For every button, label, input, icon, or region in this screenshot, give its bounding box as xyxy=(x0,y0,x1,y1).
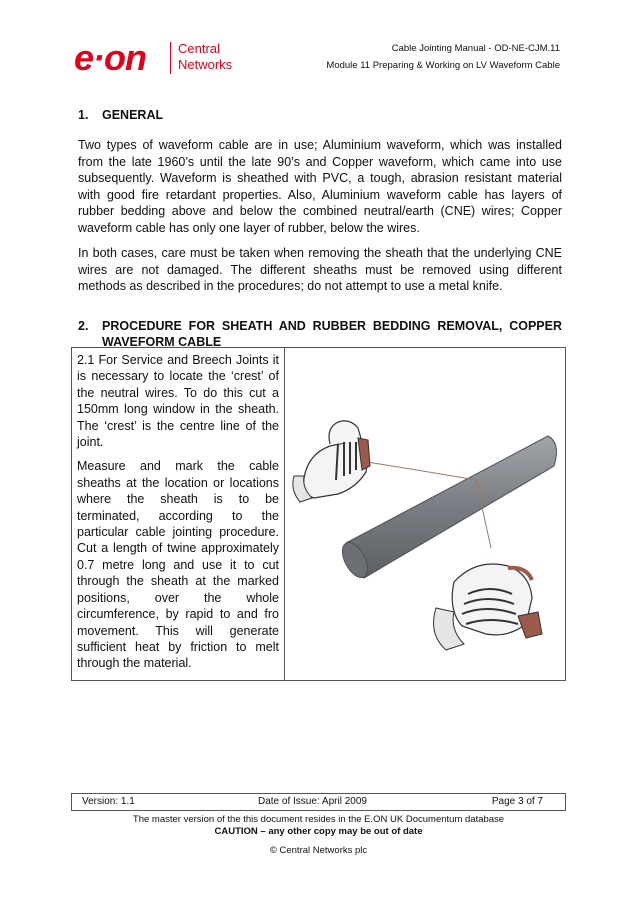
lower-gloved-hand-icon xyxy=(434,564,542,650)
upper-gloved-hand-icon xyxy=(293,421,370,502)
twine-cutting-illustration xyxy=(286,398,562,668)
footer-date-of-issue: Date of Issue: April 2009 xyxy=(258,796,367,807)
eon-central-networks-logo xyxy=(74,38,244,78)
module-title: Module 11 Preparing & Working on LV Waveform Cable xyxy=(326,60,560,71)
section-2-heading xyxy=(78,318,562,350)
section-1-heading xyxy=(78,108,163,122)
step-2-1-paragraph: 2.1 For Service and Breech Joints it is necessary to locate the ‘crest’ of the neutral wires. To do this cut a 150mm long window in the sheath. The ‘crest’ is the centre line of the joint. xyxy=(77,353,279,450)
logo-line-1: Central xyxy=(178,41,220,56)
section-2-number: 2. xyxy=(78,319,89,333)
footer-version: Version: 1.1 xyxy=(82,796,135,807)
footer-note-text: The master version of the this document resides in the E.ON UK Documentum database xyxy=(132,814,505,825)
logo-line-2: Networks xyxy=(178,57,233,72)
section-1-paragraph-1: Two types of waveform cable are in use; Aluminium waveform, which was installed from the late 1960’s until the late 90’s and Copper waveform, which came into use subsequently. Waveform is sheathed with PVC, a tough, abrasion resistant material with good fire retardant properties. Also, Aluminium waveform cable has layers of rubber bedding above and below the combined neutral/earth (CNE) wires; Copper waveform cable has only one layer of rubber, below the wires. xyxy=(78,138,562,235)
footer-page-number: Page 3 of 7 xyxy=(491,796,543,807)
section-1-title: GENERAL xyxy=(102,108,164,122)
procedure-table xyxy=(71,347,566,681)
section-1-paragraph-2: In both cases, care must be taken when removing the sheath that the underlying CNE wires are not damaged. The different sheaths must be removed using different methods as described in the procedures; do not attempt to use a metal knife. xyxy=(78,246,562,294)
footer-info-bar xyxy=(71,793,566,811)
procedure-step-text xyxy=(77,352,279,680)
footer-caution: CAUTION – any other copy may be out of date xyxy=(214,826,423,837)
footer-master-version-note xyxy=(71,814,566,838)
document-header xyxy=(326,40,560,74)
table-column-divider xyxy=(284,348,285,680)
logo-divider xyxy=(170,42,171,74)
logo-brand: e·on xyxy=(74,37,146,78)
section-1-number: 1. xyxy=(78,108,89,122)
section-2-title: PROCEDURE FOR SHEATH AND RUBBER BEDDING REMOVAL, COPPER WAVEFORM CABLE xyxy=(102,319,562,349)
footer-copyright: © Central Networks plc xyxy=(269,845,368,856)
step-2-1-measure-paragraph: Measure and mark the cable sheaths at the location or locations where the sheath is to be terminated, according to the particular cable jointing procedure. Cut a length of twine approximately 0.7 metre long and use it to cut through the sheath at the marked positions, over the whole circumference, by rapid to and fro movement. This will generate sufficient heat by friction to melt through the material. xyxy=(77,459,279,671)
doc-title: Cable Jointing Manual - OD-NE-CJM.11 xyxy=(391,43,560,54)
cable-icon xyxy=(337,436,556,581)
logo-subtext xyxy=(178,41,232,73)
